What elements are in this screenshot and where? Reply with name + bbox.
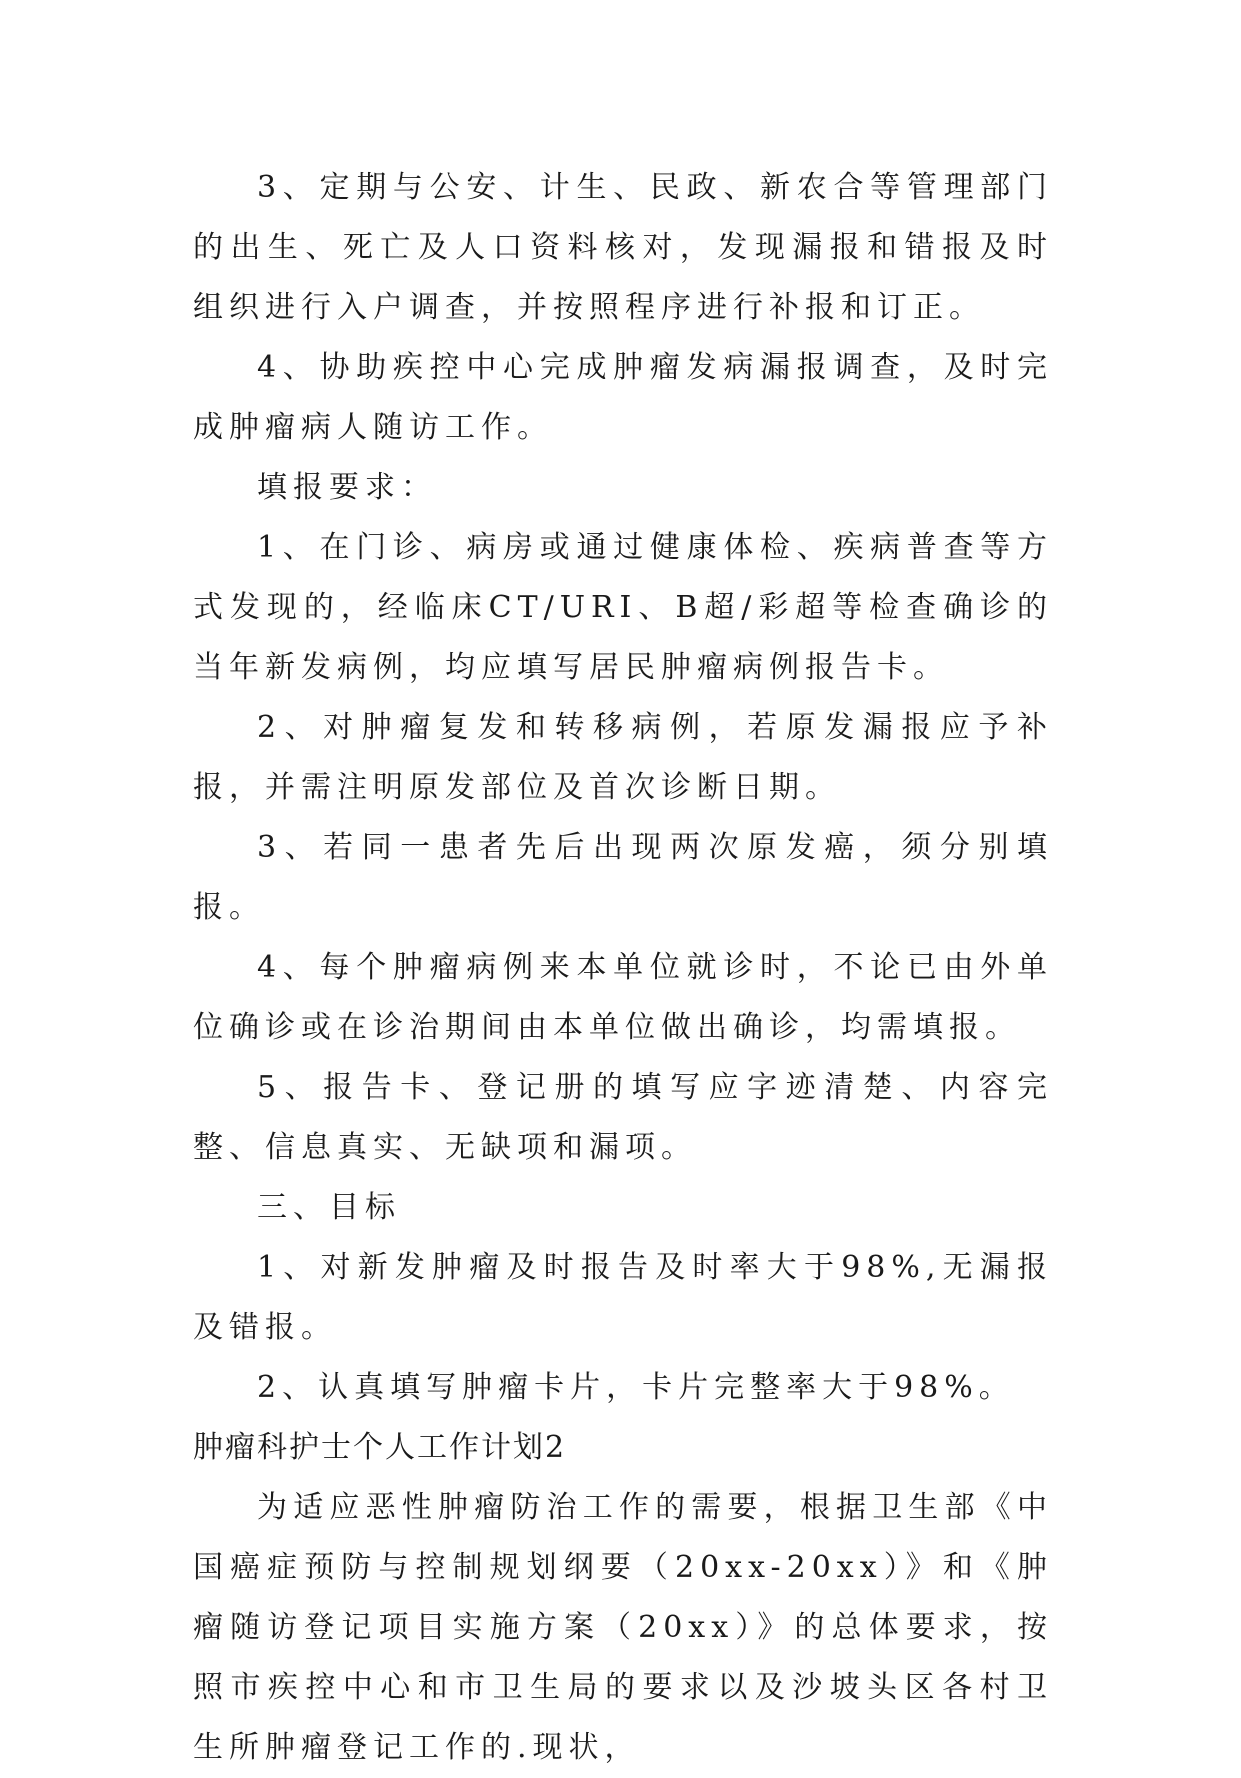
paragraph-followup-assist: 4、协助疾控中心完成肿瘤发病漏报调查，及时完成肿瘤病人随访工作。 [193, 350, 1053, 445]
paragraph-requirement-3: 3、若同一患者先后出现两次原发癌，须分别填报。 [193, 830, 1053, 925]
paragraph-filling-requirements-title: 填报要求： [257, 470, 437, 505]
document-section-title: 肿瘤科护士个人工作计划2 [193, 1430, 567, 1465]
paragraph-requirement-5: 5、报告卡、登记册的填写应字迹清楚、内容完整、信息真实、无缺项和漏项。 [193, 1070, 1053, 1165]
paragraph-report-verification: 3、定期与公安、计生、民政、新农合等管理部门的出生、死亡及人口资料核对，发现漏报和错报及时组织进行入户调查，并按照程序进行补报和订正。 [193, 170, 1053, 325]
document-body [193, 158, 1053, 1778]
paragraph-goal-2: 2、认真填写肿瘤卡片，卡片完整率大于98%。 [257, 1370, 1015, 1405]
paragraph-goal-1: 1、对新发肿瘤及时报告及时率大于98%,无漏报及错报。 [193, 1250, 1053, 1345]
paragraph-requirement-1: 1、在门诊、病房或通过健康体检、疾病普查等方式发现的，经临床CT/URI、B超/彩超等检查确诊的当年新发病例，均应填写居民肿瘤病例报告卡。 [193, 530, 1053, 685]
paragraph-requirement-4: 4、每个肿瘤病例来本单位就诊时，不论已由外单位确诊或在诊治期间由本单位做出确诊，均需填报。 [193, 950, 1053, 1045]
section-heading-goals: 三、目标 [257, 1190, 401, 1225]
paragraph-requirement-2: 2、对肿瘤复发和转移病例，若原发漏报应予补报，并需注明原发部位及首次诊断日期。 [193, 710, 1053, 805]
paragraph-plan-intro: 为适应恶性肿瘤防治工作的需要，根据卫生部《中国癌症预防与控制规划纲要（20xx-20xx）》和《肿瘤随访登记项目实施方案（20xx）》的总体要求，按照市疾控中心和市卫生局的要求以及沙坡头区各村卫生所肿瘤登记工作的.现状， [193, 1490, 1053, 1765]
